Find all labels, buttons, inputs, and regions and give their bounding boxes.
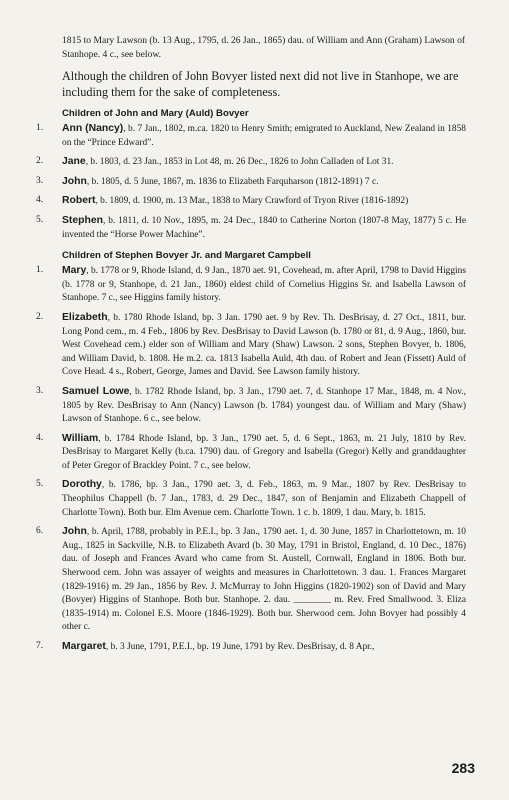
entry-text: , b. 1786, bp. 3 Jan., 1790 aet. 3, d. Feb., 1863, m. 9 Mar., 1807 by Rev. DesBrisay to Theophilus Chappell (b. 7 Jan., 1783, d. 29 Dec., 1847, son of Benjamin and Elizabeth Chappell of Charlotte Town). Both bur. Elm Avenue cem. Charlotte Town. 1 c. b. 1809, 1 dau. Mary, b. 1815. bbox=[62, 480, 466, 518]
entry-number: 3. bbox=[36, 175, 44, 186]
genealogy-entry bbox=[36, 640, 466, 655]
entry-body bbox=[62, 478, 466, 520]
entry-number: 1. bbox=[36, 123, 44, 133]
entry-number: 2. bbox=[36, 311, 44, 322]
entry-body bbox=[62, 214, 466, 242]
entry-text: , b. April, 1788, probably in P.E.I., bp. 3 Jan., 1790 aet. 1, d. 30 June, 1857 in Charlottetown, m. 10 Aug., 1825 in Sackville, N.B. to Elizabeth Avard (b. 30 May, 1791 in Bristol, England, d. 10 Dec., 1876) dau. of Joseph and Frances Avard who came from St. Austell, Cornwall, England in 1806. Both bur. Sherwood cem. John was assayer of weights and measures in Charlottetown. 3 dau. 1. Frances Margaret (1829-1916) m. 29 Jan., 1856 by Rev. J. McMurray to John Higgins (1820-1902) son of David and Mary (Bovyer) Higgins of Stanhope. Both bur. Stanhope. 2. dau. ________ m. Rev. Fred Smallwood. 3. Eliza (1835-1914) m. Colonel E.S. Moore (1846-1929). Both bur. Sherwood cem. John Bovyer had possibly 4 other c. bbox=[62, 527, 466, 633]
genealogy-entry bbox=[36, 478, 466, 520]
genealogy-entry bbox=[36, 385, 466, 427]
person-name: Mary bbox=[62, 265, 87, 277]
entry-number: 4. bbox=[36, 195, 44, 206]
entry-text: , b. 7 Jan., 1802, m.ca. 1820 to Henry Smith; emigrated to Auckland, New Zealand in 1858 on the “Prince Edward”. bbox=[62, 124, 466, 148]
completeness-note: Although the children of John Bovyer listed next did not live in Stanhope, we are including them for the sake of completeness. bbox=[62, 69, 459, 99]
person-name: Samuel Lowe bbox=[62, 385, 130, 397]
entry-body bbox=[62, 194, 466, 209]
person-name: Margaret bbox=[62, 641, 106, 652]
children-list-stephen-margaret bbox=[36, 264, 466, 654]
person-name: Robert bbox=[62, 195, 96, 207]
section-heading-john-mary: Children of John and Mary (Auld) Bovyer bbox=[62, 108, 249, 119]
person-name: Stephen bbox=[62, 214, 103, 226]
entry-body bbox=[62, 264, 466, 306]
genealogy-entry bbox=[36, 264, 466, 306]
entry-body bbox=[62, 525, 466, 635]
entry-body bbox=[62, 432, 466, 474]
entry-text: , b. 1778 or 9, Rhode Island, d. 9 Jan., 1870 aet. 91, Covehead, m. after April, 1798 to David Higgins (b. 1778 or 9, Stanhope, d. 21 Jan., 1860) eldest child of Cornelius Higgins Sr. and Isabella Lawson of Stanhope. 7 c., see Higgins family history. bbox=[62, 266, 466, 304]
genealogy-entry bbox=[36, 214, 466, 242]
person-name: Elizabeth bbox=[62, 311, 108, 323]
entry-text: , b. 1803, d. 23 Jan., 1853 in Lot 48, m. 26 Dec., 1826 to John Calladen of Lot 31. bbox=[85, 157, 394, 168]
entry-number: 3. bbox=[36, 385, 44, 396]
entry-text: , b. 1782 Rhode Island, bp. 3 Jan., 1790 aet. 7, d. Stanhope 17 Mar., 1848, m. 4 Nov., 1805 by Rev. DesBrisay to Ann (Nancy) Lawson (b. 1784) youngest dau. of William and Mary (Shaw) Lawson of Stanhope. 6 c., see below. bbox=[62, 386, 466, 425]
entry-number: 1. bbox=[36, 265, 44, 276]
person-name: Ann (Nancy) bbox=[62, 123, 124, 134]
entry-body bbox=[62, 311, 466, 380]
genealogy-entry bbox=[36, 194, 466, 209]
person-name: William bbox=[62, 432, 99, 444]
entry-number: 7. bbox=[36, 641, 44, 651]
entry-text: , b. 1780 Rhode Island, bp. 3 Jan. 1790 aet. 9 by Rev. Th. DesBrisay, d. 27 Oct., 1811, bur. Long Pond cem., m. 4 Feb., 1806 by Rev. DesBrisay to David Lawson (b. 1780 or 81, d. 9 Aug., 1860, bur. West Covehead cem.) elder son of William and Mary (Shaw) Lawson. 2 sons, Stephen Bovyer, b. 1806, and William David, b. 1808. He m.2. ca. 1813 Isabella Auld, 4th dau. of Robert and Jean (Fissett) Auld of Cove Head. 4 s., Robert, George, James and David. See Lawson family history. bbox=[62, 312, 466, 378]
entry-text: , b. 3 June, 1791, P.E.I., bp. 19 June, 1791 by Rev. DesBrisay, d. 8 Apr., bbox=[105, 642, 375, 652]
entry-body bbox=[62, 175, 466, 190]
entry-text: , b. 1809, d. 1900, m. 13 Mar., 1838 to Mary Crawford of Tryon River (1816-1892) bbox=[95, 196, 409, 207]
entry-number: 5. bbox=[36, 479, 44, 490]
person-name: John bbox=[62, 175, 87, 187]
page-number: 283 bbox=[451, 760, 475, 776]
entry-text: , b. 1784 Rhode Island, bp. 3 Jan., 1790 aet. 5, d. 6 Sept., 1863, m. 21 July, 1810 by Rev. DesBrisay to Margaret Kelly (b.ca. 1790) dau. of Gregory and Isabella (Gregor) Kelly and granddaughter of Peter Gregor of Brackley Point. 7 c., see below. bbox=[62, 433, 466, 471]
entry-number: 5. bbox=[36, 214, 44, 225]
person-name: John bbox=[62, 526, 87, 538]
person-name: Jane bbox=[62, 156, 86, 168]
continuation-paragraph: 1815 to Mary Lawson (b. 13 Aug., 1795, d. 26 Jan., 1865) dau. of William and Ann (Graham) Lawson of Stanhope. 4 c., see below. bbox=[62, 35, 466, 60]
entry-body bbox=[62, 640, 466, 655]
page-content bbox=[36, 34, 466, 660]
genealogy-entry bbox=[36, 432, 466, 474]
entry-number: 2. bbox=[36, 156, 44, 167]
entry-body bbox=[62, 122, 466, 150]
genealogy-entry bbox=[36, 155, 466, 170]
entry-body bbox=[62, 385, 466, 427]
children-list-john-mary bbox=[36, 122, 466, 242]
entry-number: 6. bbox=[36, 526, 44, 537]
entry-text: , b. 1811, d. 10 Nov., 1895, m. 24 Dec., 1840 to Catherine Norton (1807-8 May, 1877) 5 c. He invented the “Horse Power Machine”. bbox=[62, 215, 466, 240]
entry-text: , b. 1805, d. 5 June, 1867, m. 1836 to Elizabeth Farquharson (1812-1891) 7 c. bbox=[86, 176, 379, 187]
genealogy-entry bbox=[36, 122, 466, 150]
entry-number: 4. bbox=[36, 432, 44, 443]
person-name: Dorothy bbox=[62, 479, 102, 491]
genealogy-entry bbox=[36, 175, 466, 190]
genealogy-entry bbox=[36, 525, 466, 635]
genealogy-entry bbox=[36, 311, 466, 380]
entry-body bbox=[62, 155, 466, 170]
section-heading-stephen-margaret: Children of Stephen Bovyer Jr. and Margaret Campbell bbox=[62, 250, 311, 262]
